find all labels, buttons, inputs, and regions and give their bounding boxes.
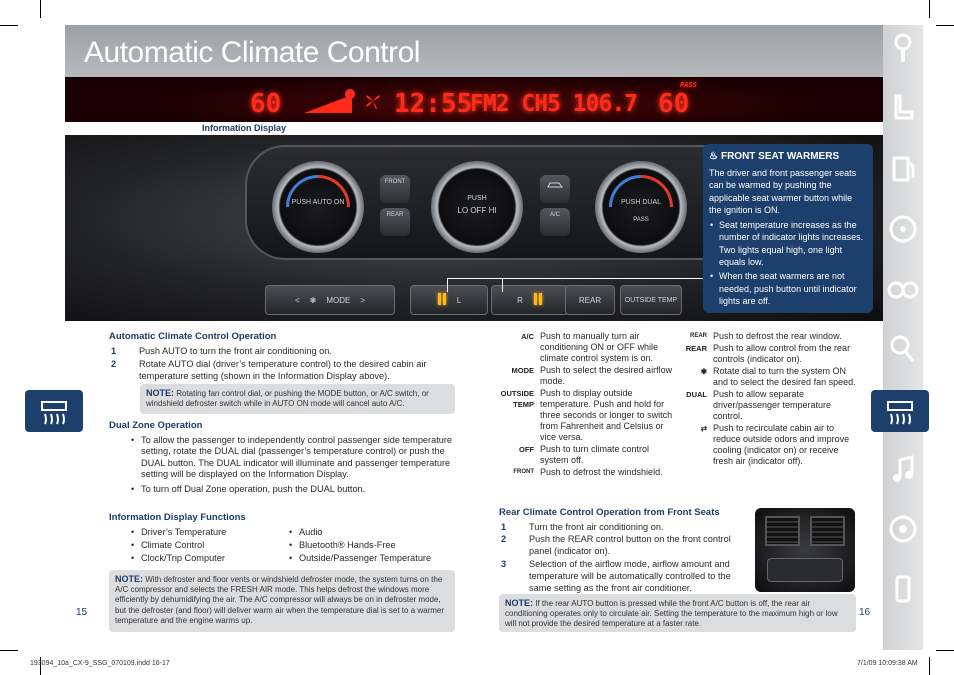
list-item: ✾ Rotate dial to turn the system ON and to select the desired fan speed. — [673, 366, 858, 388]
recirculate-button[interactable] — [540, 175, 570, 203]
fsw-heading: FRONT SEAT WARMERS — [720, 151, 840, 162]
list-item: ⇄ Push to recirculate cabin air to reduce outside odors and improve cooling (indicator on) or receive fresh air (indicator off). — [673, 423, 858, 467]
page-number-left: 15 — [76, 607, 88, 618]
fsw-body: The driver and front passenger seats can be warmed by pushing the applicable seat warmer button while the ignition is ON. — [709, 168, 857, 215]
callout-line — [447, 278, 448, 292]
fan-dial-off: OFF — [470, 206, 487, 215]
list-item: • Clock/Trip Computer — [109, 553, 279, 565]
mode-button[interactable] — [265, 285, 395, 315]
list-item: MODE Push to select the desired airflow mode. — [511, 365, 673, 386]
fan-dial-lo: LO — [457, 206, 469, 215]
front-defrost-button[interactable]: FRONT — [380, 175, 410, 203]
list-item: 2 Push the REAR control button on the front control panel (indicator on). — [501, 534, 731, 556]
note-defroster: NOTE: With defroster and floor vents or windshield defroster mode, the system turns on the A/C compressor and selects the FRESH AIR mode. This helps defrost the windows more efficiently by dehumidifying the air. The A/C compressor will always be on in defroster mode, but the defroster (and floor) will deliver warm air when the temperature dial is set to a warmer temperature and the engine warms up. — [109, 570, 455, 632]
note-rear: NOTE: If the rear AUTO button is pressed while the front A/C button is off, the rear air conditioning operates only to circulate air. Setting the temperature to the maximum high or low will not provide the desired temperature at a faster rate. — [499, 594, 856, 632]
rear-control-button[interactable]: REAR — [565, 285, 615, 315]
rear-heading: Rear Climate Control Operation from Front Seats — [499, 507, 720, 518]
chevron-right-icon: > — [360, 295, 366, 305]
crop-mark — [929, 657, 930, 675]
lcd-radio: FM2 CH5 106.7 — [470, 91, 638, 117]
mode-button-label: MODE — [326, 295, 351, 305]
key-icon[interactable] — [886, 32, 920, 66]
airflow-mode-icon — [300, 85, 360, 117]
front-seat-warmers-box — [703, 144, 873, 313]
dual-heading: Dual Zone Operation — [109, 420, 203, 431]
lcd-pass-label: PASS — [680, 81, 697, 89]
info-display-functions — [109, 512, 459, 564]
fan-icon — [360, 89, 386, 113]
list-item: OFF Push to turn climate control system off. — [519, 444, 650, 465]
information-display-label: Information Display — [202, 123, 287, 133]
car-recirculate-icon — [546, 179, 564, 189]
information-display — [162, 77, 811, 122]
fan-mode-icon: ❃ — [309, 295, 317, 305]
list-item: • To allow the passenger to independently control passenger side temperature setting, rotate the DUAL dial (passenger’s temperature control) or push the DUAL button. The DUAL indicator will illuminate and passenger temperature setting will be displayed on the Information Display. — [109, 435, 454, 481]
rear-vent-photo — [755, 508, 855, 592]
list-item: • Driver’s Temperature — [109, 527, 279, 539]
fuel-pump-icon[interactable] — [886, 152, 920, 186]
list-item: 1 Turn the front air conditioning on. — [501, 521, 664, 532]
navigation-icon[interactable] — [886, 512, 920, 546]
lcd-clock: 12:55 — [394, 89, 473, 119]
seat-right-label: R — [517, 295, 523, 305]
list-item: • Outside/Passenger Temperature — [267, 553, 447, 565]
list-item: OUTSIDE TEMP Push to display outside temperature. Push and hold for three seconds or longer to switch from Fahrenheit and Celsius or vice versa. — [500, 388, 673, 442]
chevron-left-icon: < — [294, 295, 300, 305]
list-item: • When the seat warmers are not needed, push button until indicator lights are off. — [709, 270, 867, 307]
list-item: • Bluetooth® Hands-Free — [267, 540, 447, 552]
dual-dial-label: PUSH DUAL — [620, 199, 662, 206]
footer-file: 193094_10a_CX-9_SSG_070109.indd 16-17 — [30, 660, 170, 667]
list-item: REAR Push to allow control from the rear controls (indicator on). — [685, 343, 851, 364]
list-item: • Seat temperature increases as the number of indicator lights increases. Two lights equal high, one light equals low. — [709, 219, 867, 268]
steering-wheel-icon[interactable] — [886, 212, 920, 246]
seat-warmer-left-button[interactable] — [410, 285, 488, 315]
seat-icon[interactable] — [886, 92, 920, 126]
dual-zone-section — [109, 420, 454, 496]
fan-dial[interactable] — [431, 161, 523, 253]
fsw-bullets — [709, 219, 867, 307]
idf-heading: Information Display Functions — [109, 512, 246, 523]
list-item: 1 Push AUTO to turn the front air conditioning on. — [111, 345, 332, 356]
climate-vent-icon — [25, 390, 83, 432]
climate-vent-icon — [871, 390, 929, 432]
magnifier-icon[interactable] — [886, 332, 920, 366]
list-item: • To turn off Dual Zone operation, push the DUAL button. — [109, 484, 454, 496]
dual-dial[interactable] — [595, 161, 687, 253]
auto-dial-label: PUSH AUTO ON — [291, 199, 345, 206]
callout-line — [447, 278, 703, 279]
music-note-icon[interactable] — [886, 452, 920, 486]
page-title: Automatic Climate Control — [84, 36, 420, 69]
crop-mark — [0, 650, 18, 651]
crop-mark — [936, 25, 954, 26]
list-item: 3 Selection of the airflow mode, airflow amount and temperature will be automatically controlled to the same setting as the front air conditioner. — [501, 559, 731, 593]
list-item: • Audio — [267, 527, 447, 539]
crop-mark — [0, 25, 18, 26]
acc-heading: Automatic Climate Control Operation — [109, 331, 277, 342]
chapter-tab-left[interactable] — [25, 390, 83, 432]
recirculate-icon: ⇄ — [700, 424, 707, 433]
crop-mark — [40, 0, 41, 18]
list-item: REAR Push to defrost the rear window. — [689, 331, 842, 341]
fan-dial-hi: HI — [488, 206, 497, 215]
auto-dial[interactable] — [272, 161, 364, 253]
seat-left-label: L — [456, 295, 462, 305]
note-auto: NOTE: Rotating fan control dial, or pushing the MODE button, or A/C switch, or windshield defroster switch while in AUTO ON mode will cancel auto A/C. — [140, 384, 455, 414]
fan-icon: ✾ — [700, 367, 707, 376]
ac-button[interactable]: A/C — [540, 208, 570, 236]
controls-col-a — [500, 331, 675, 478]
list-item: DUAL Push to allow separate driver/passenger temperature control. — [686, 389, 832, 421]
rear-climate-section — [499, 507, 754, 594]
footer-date: 7/1/09 10:09:38 AM — [857, 660, 918, 667]
dual-dial-pass: PASS — [633, 217, 649, 223]
seat-warmer-icon: ♨ — [709, 151, 718, 162]
list-item: A/C Push to manually turn air conditioning ON or OFF while climate control system is on. — [521, 331, 659, 363]
gauges-icon[interactable] — [886, 272, 920, 306]
fan-dial-push: PUSH — [467, 195, 487, 202]
callout-line — [502, 278, 503, 292]
controls-col-b — [673, 331, 858, 467]
left-column — [109, 331, 459, 382]
crop-mark — [929, 0, 930, 18]
crop-mark — [936, 650, 954, 651]
phone-icon[interactable] — [886, 572, 920, 606]
page-number-right: 16 — [859, 607, 871, 618]
chapter-tab-right[interactable] — [871, 390, 929, 432]
lcd-right-temp: 60 — [658, 89, 690, 119]
list-item: 2 Rotate AUTO dial (driver’s temperature control) to the desired cabin air temperature setting (shown in the Information Display above). — [111, 359, 427, 381]
list-item: • Climate Control — [109, 540, 279, 552]
outside-temp-button[interactable]: OUTSIDE TEMP — [620, 285, 682, 315]
list-item: FRONT Push to defrost the windshield. — [513, 467, 663, 477]
lcd-left-temp: 60 — [250, 89, 282, 119]
rear-defrost-button[interactable]: REAR — [380, 208, 410, 236]
